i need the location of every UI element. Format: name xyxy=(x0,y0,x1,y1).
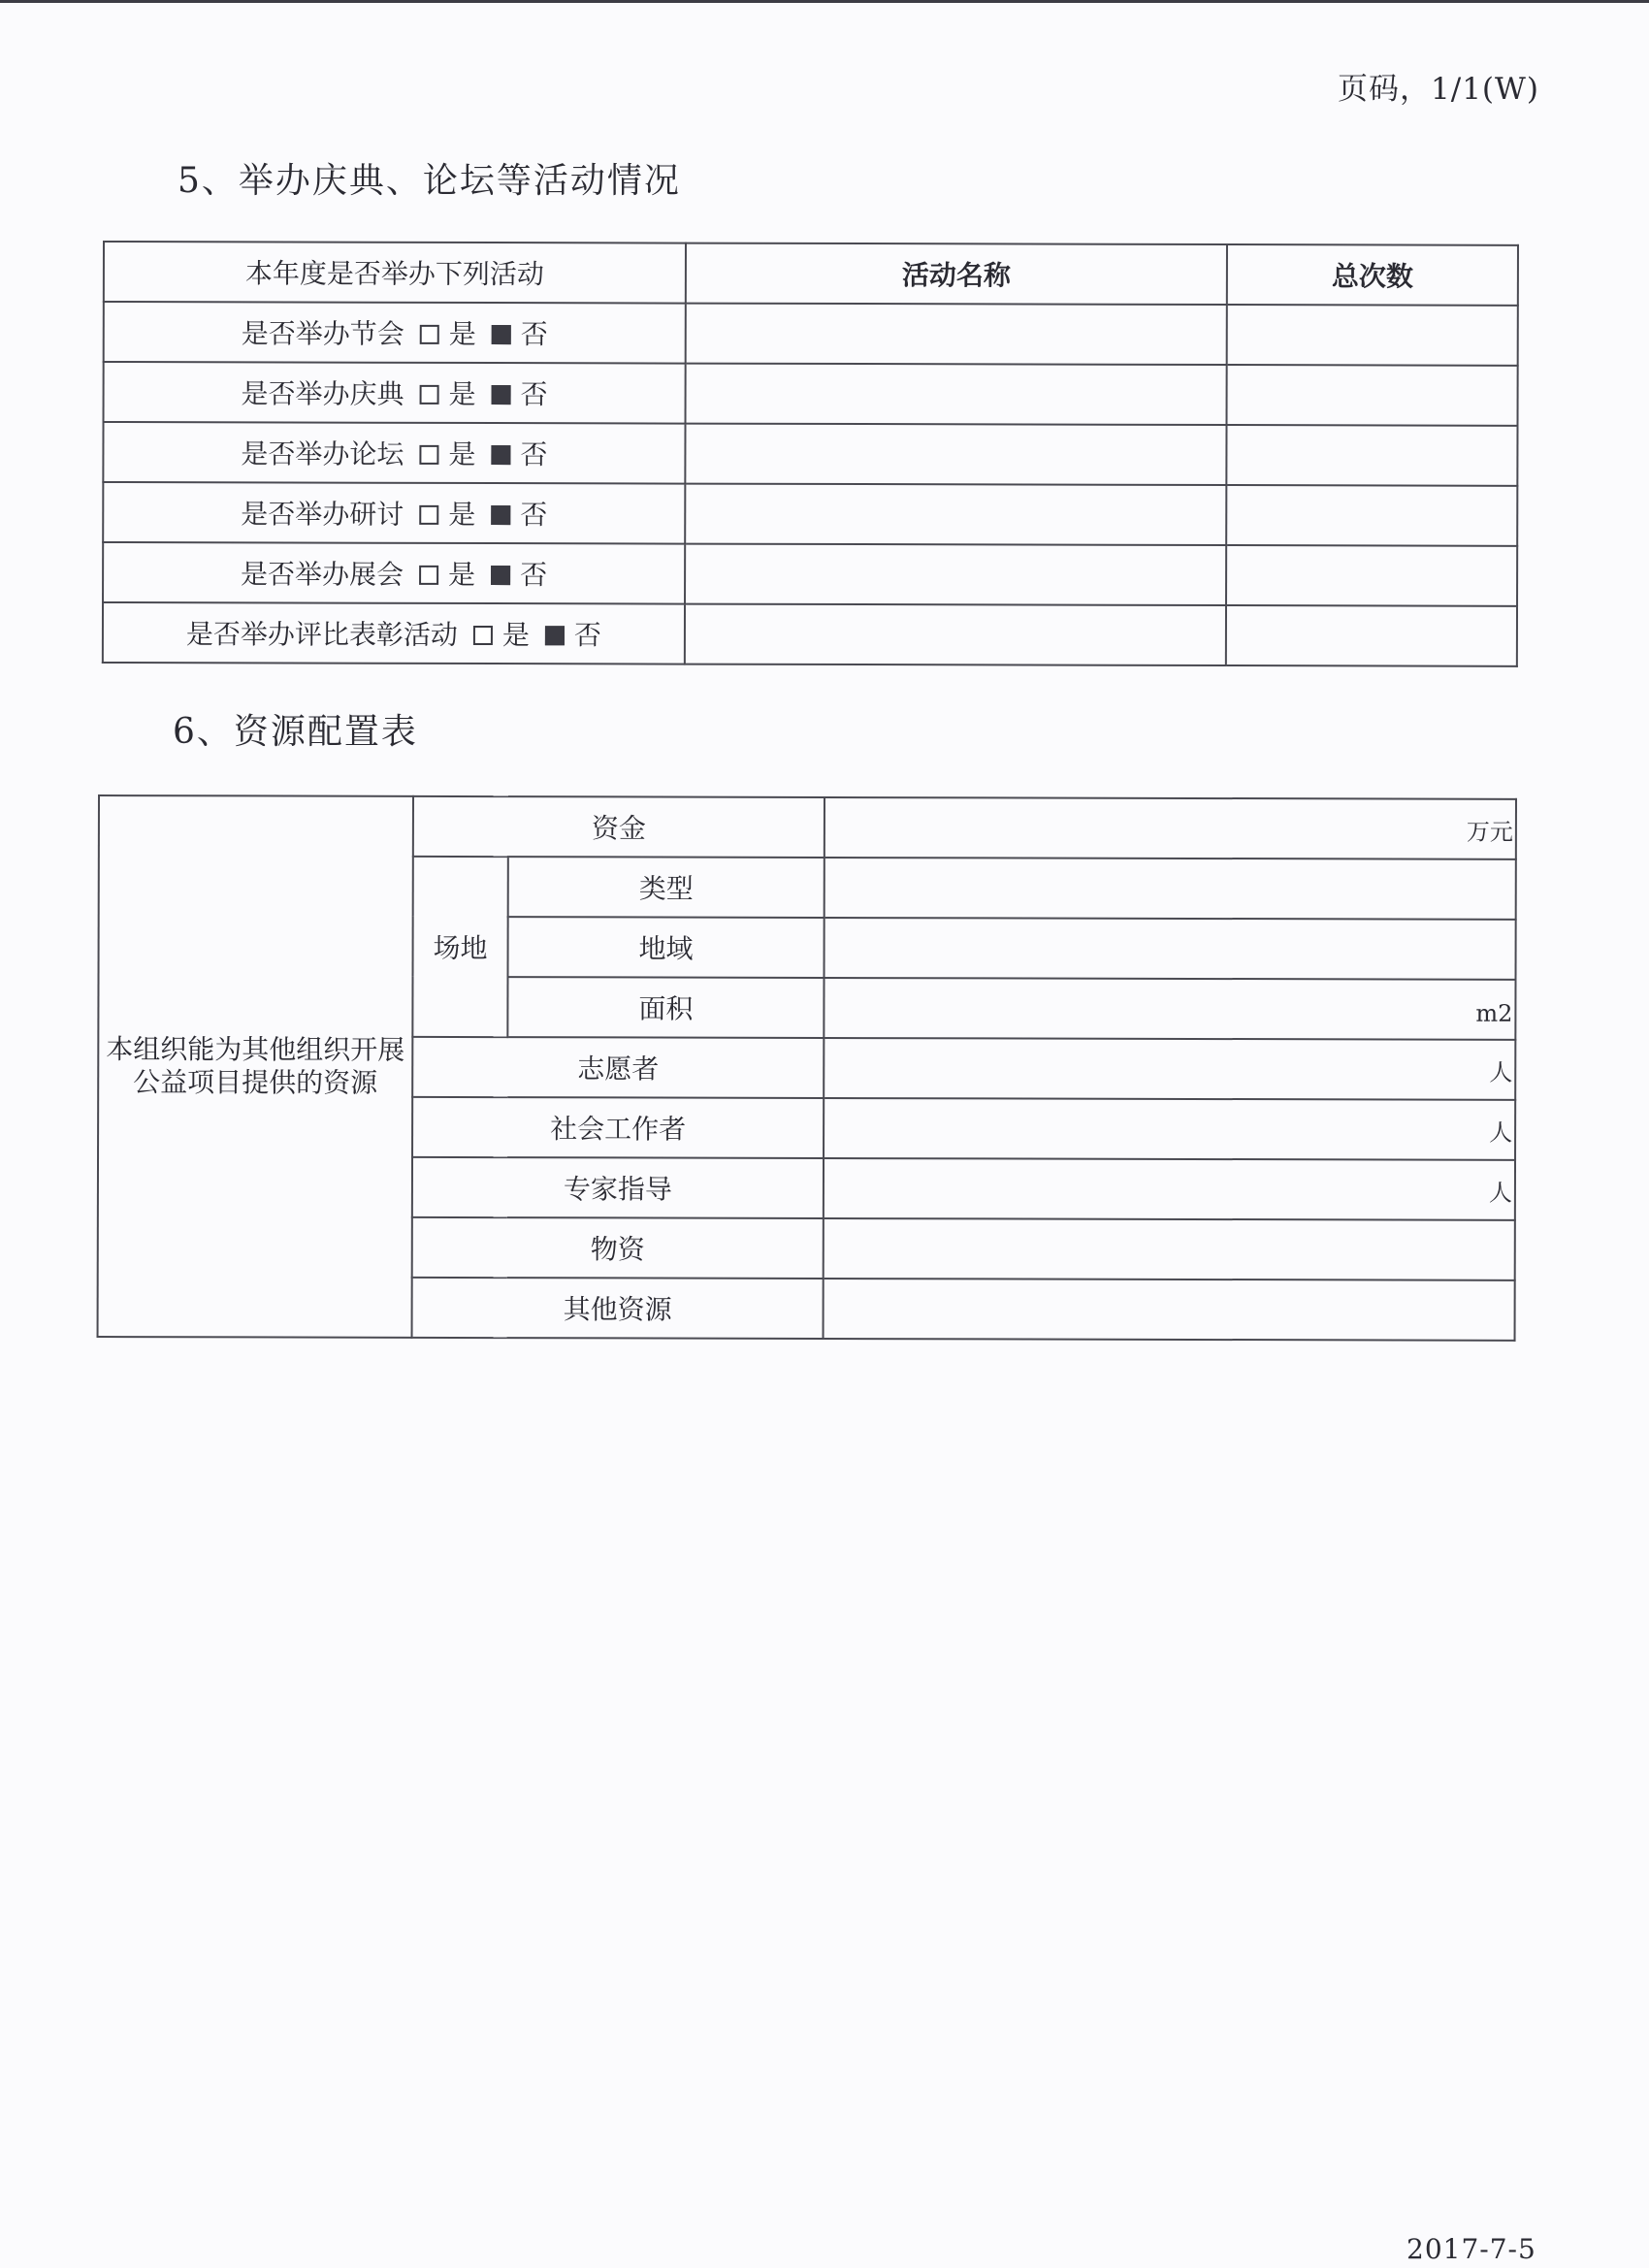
no-label: 否 xyxy=(520,318,548,351)
activity-row xyxy=(103,542,1517,606)
no-checkbox-checked[interactable] xyxy=(492,385,511,405)
section-5-title: 5、举办庆典、论坛等活动情况 xyxy=(178,161,681,201)
activity-name-cell[interactable] xyxy=(686,364,1227,425)
no-checkbox-checked[interactable] xyxy=(491,566,510,585)
yes-checkbox[interactable] xyxy=(473,626,493,645)
area-unit: m2 xyxy=(1475,999,1513,1027)
no-label: 否 xyxy=(520,499,548,532)
activity-label: 是否举办庆典 xyxy=(241,377,404,410)
materials-value-cell[interactable] xyxy=(824,1218,1515,1280)
funds-unit: 万元 xyxy=(1466,818,1513,846)
yes-checkbox[interactable] xyxy=(419,566,438,585)
activity-name-cell[interactable] xyxy=(686,304,1227,365)
volunteers-value-cell[interactable] xyxy=(824,1038,1515,1100)
yes-checkbox[interactable] xyxy=(419,505,438,525)
resource-row-funds xyxy=(99,795,1516,859)
activity-row xyxy=(103,482,1517,546)
social-workers-value-cell[interactable] xyxy=(824,1098,1515,1160)
activity-table xyxy=(102,241,1519,667)
no-label: 否 xyxy=(520,559,548,592)
activity-question-cell xyxy=(103,602,685,664)
experts-value-cell[interactable] xyxy=(824,1158,1515,1220)
volunteers-label: 志愿者 xyxy=(412,1037,824,1098)
venue-region-value-cell[interactable] xyxy=(824,918,1516,980)
activity-label: 是否举办论坛 xyxy=(241,437,404,470)
resource-provider-label xyxy=(98,795,413,1338)
no-label: 否 xyxy=(573,619,601,652)
activity-question-cell xyxy=(103,482,685,544)
activity-name-cell[interactable] xyxy=(685,484,1226,545)
materials-label: 物资 xyxy=(412,1217,824,1279)
activity-name-cell[interactable] xyxy=(685,604,1226,665)
yes-label: 是 xyxy=(448,317,476,351)
experts-label: 专家指导 xyxy=(412,1157,824,1218)
activity-count-cell[interactable] xyxy=(1226,485,1517,546)
yes-label: 是 xyxy=(448,558,476,592)
activity-count-cell[interactable] xyxy=(1226,425,1517,486)
page-top-edge xyxy=(0,0,1649,3)
no-label: 否 xyxy=(520,378,548,411)
no-checkbox-checked[interactable] xyxy=(491,505,510,525)
activity-question-cell xyxy=(104,302,686,364)
volunteers-unit: 人 xyxy=(1489,1058,1513,1086)
activity-question-cell xyxy=(104,362,686,424)
activity-label: 是否举办展会 xyxy=(241,558,404,591)
funds-label: 资金 xyxy=(413,796,824,858)
venue-label: 场地 xyxy=(412,857,507,1037)
activity-label: 是否举办研讨 xyxy=(241,498,404,531)
activity-label: 是否举办节会 xyxy=(241,317,404,350)
section-6-title: 6、资源配置表 xyxy=(173,712,418,752)
activity-row xyxy=(104,302,1518,366)
activity-name-header: 活动名称 xyxy=(686,243,1227,305)
activity-count-cell[interactable] xyxy=(1227,305,1518,366)
venue-type-label: 类型 xyxy=(508,857,824,918)
activity-row xyxy=(104,362,1518,426)
venue-type-value-cell[interactable] xyxy=(824,858,1516,920)
activity-question-cell xyxy=(103,422,685,484)
print-date: 2017-7-5 xyxy=(1406,2233,1536,2265)
other-resources-label: 其他资源 xyxy=(412,1278,824,1339)
yes-checkbox[interactable] xyxy=(420,385,439,405)
no-checkbox-checked[interactable] xyxy=(491,445,510,465)
activity-row xyxy=(103,602,1517,666)
venue-area-value-cell[interactable] xyxy=(824,978,1515,1040)
resource-table xyxy=(97,794,1517,1342)
other-resources-value-cell[interactable] xyxy=(824,1279,1515,1341)
activity-name-cell[interactable] xyxy=(685,424,1226,485)
no-label: 否 xyxy=(520,438,548,471)
activity-question-cell xyxy=(103,542,685,604)
yes-label: 是 xyxy=(501,619,530,652)
social-workers-label: 社会工作者 xyxy=(412,1097,824,1158)
experts-unit: 人 xyxy=(1488,1179,1512,1207)
activity-label: 是否举办评比表彰活动 xyxy=(185,618,458,651)
yes-label: 是 xyxy=(448,498,476,532)
no-checkbox-checked[interactable] xyxy=(492,325,511,344)
page-number: 页码，1/1(W) xyxy=(1338,72,1539,107)
venue-area-label: 面积 xyxy=(507,977,824,1038)
activity-header-row xyxy=(104,242,1518,306)
resource-provider-text: 本组织能为其他组织开展公益项目提供的资源 xyxy=(106,1033,405,1099)
activity-count-cell[interactable] xyxy=(1226,605,1517,666)
funds-value-cell[interactable] xyxy=(824,797,1516,859)
activity-count-header: 总次数 xyxy=(1227,244,1518,306)
no-checkbox-checked[interactable] xyxy=(545,626,565,645)
activity-question-header: 本年度是否举办下列活动 xyxy=(104,242,686,304)
activity-count-cell[interactable] xyxy=(1226,545,1517,606)
venue-region-label: 地域 xyxy=(508,917,824,978)
yes-label: 是 xyxy=(448,377,476,411)
yes-checkbox[interactable] xyxy=(420,325,439,344)
yes-label: 是 xyxy=(448,437,476,471)
activity-count-cell[interactable] xyxy=(1227,365,1518,426)
social-workers-unit: 人 xyxy=(1489,1118,1513,1147)
activity-row xyxy=(103,422,1517,486)
yes-checkbox[interactable] xyxy=(419,445,438,465)
activity-name-cell[interactable] xyxy=(685,544,1226,605)
